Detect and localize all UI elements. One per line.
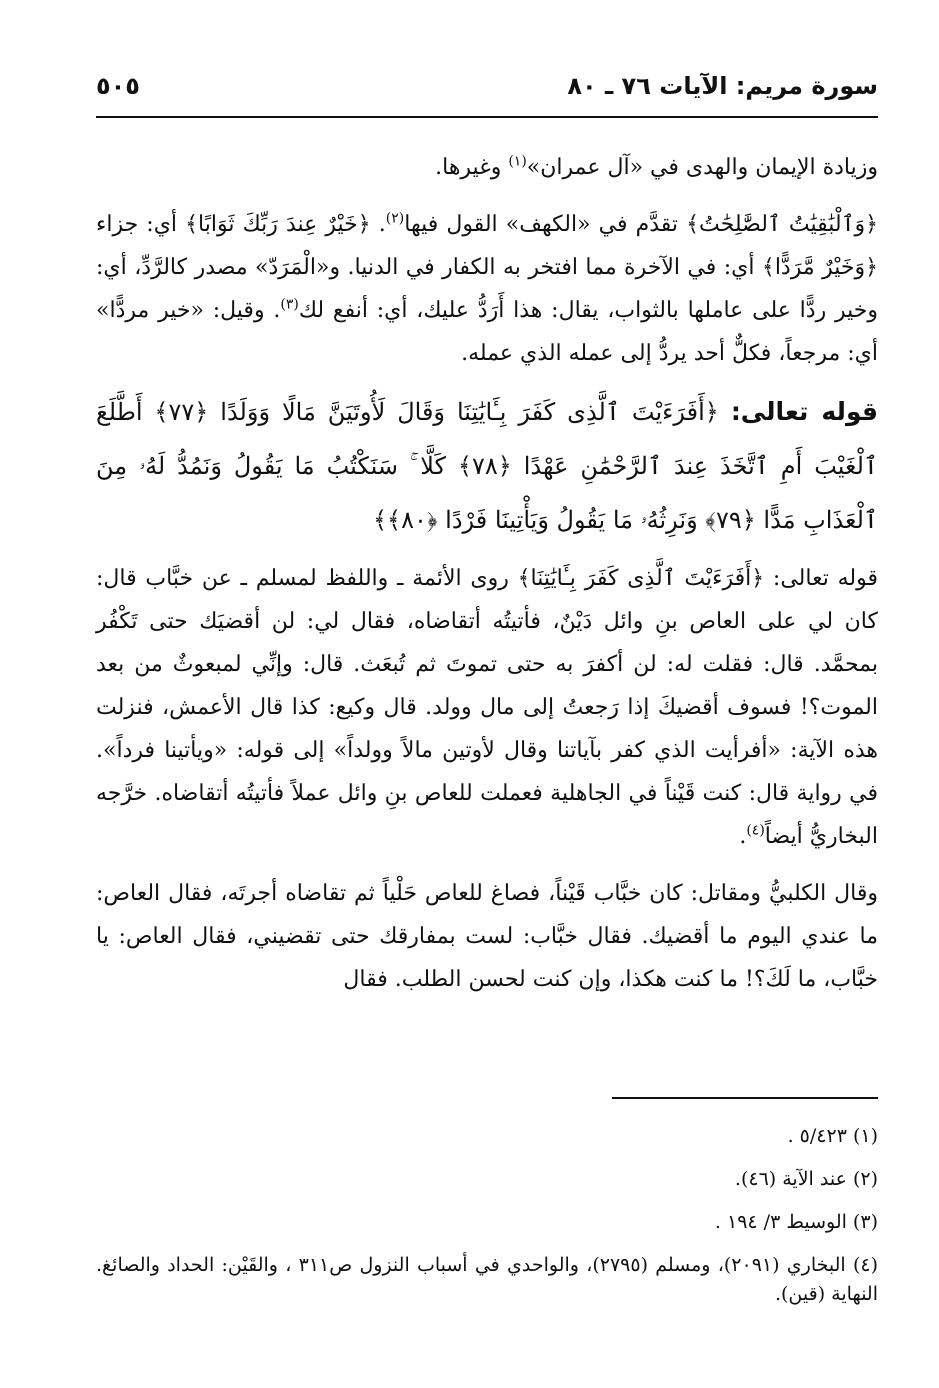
footnote-4: (٤) البخاري (٢٠٩١)، ومسلم (٢٧٩٥)، والواحدي في أسباب النزول ص٣١١ ، والقَيْن: الحداد والصائغ. النهاية (قين). [96, 1254, 879, 1305]
footnote-ref-4: (٤) [746, 822, 765, 839]
spacer [96, 858, 878, 872]
paragraph-1 [96, 146, 878, 189]
footnote-rule [612, 1097, 878, 1099]
footnote-1: (١) ٥/٤٢٣ . [787, 1125, 878, 1147]
paragraph-2-text-b: . ﴿خَيْرٌ عِندَ رَبِّكَ ثَوَابًا﴾ أي: جزاء ﴿وَخَيْرٌ مَّرَدًّا﴾ أي: في الآخرة مما افتخر به الكفار في الدنيا. و«الْمَرَدّ» مصدر كالرَّدِّ، أي: وخير ردًّا على عاملها بالثواب، يقال: هذا أَرَدُّ عليك، أي: أنفع لك [96, 212, 878, 323]
paragraph-1-text: وزيادة الإيمان والهدى في «آل عمران» [526, 155, 878, 180]
paragraph-3-text: قوله تعالى: ﴿أَفَرَءَيْتَ ٱلَّذِى كَفَرَ بِـَٔايَٰتِنَا﴾ روى الأئمة ـ واللفظ لمسلم ـ عن خبَّاب قال: كان لي على العاص بنِ وائل دَيْنٌ، فأتيتُه أتقاضاه، فقال لي: لن أقضيَك حتى تَكْفُر بمحمَّد. قال: فقلت له: لن أكفرَ به حتى تموتَ ثم تُبعَث. قال: وإنِّي لمبعوثٌ من بعد الموت؟! فسوف أقضيكَ إذا رَجعتُ إلى مال وولد. قال وكيع: كذا قال الأعمش، فنزلت هذه الآية: «أفرأيت الذي كفر بآياتنا وقال لأوتين مالاً وولداً» إلى قوله: «ويأتينا فرداً». في رواية قال: كنت قَيْناً في الجاهلية فعملت للعاص بنِ وائل عملاً فأتيتُه أتقاضاه. خرَّجه البخاريُّ أيضاً [96, 566, 878, 849]
footnote-ref-2: (٢) [385, 210, 405, 227]
verse-lead: قوله تعالى: [730, 397, 878, 426]
footnotes [96, 1122, 878, 1309]
spacer [96, 189, 878, 203]
footnote-ref-3: (٣) [280, 296, 299, 313]
verse-text: ﴿أَفَرَءَيْتَ ٱلَّذِى كَفَرَ بِـَٔايَٰتِنَا وَقَالَ لَأُوتَيَنَّ مَالًا وَوَلَدًا ﴿٧٧﴾ أَطَّلَعَ ٱلْغَيْبَ أَمِ ٱتَّخَذَ عِندَ ٱلرَّحْمَٰنِ عَهْدًا ﴿٧٨﴾ كَلَّا ۚ سَنَكْتُبُ مَا يَقُولُ وَنَمُدُّ لَهُۥ مِنَ ٱلْعَذَابِ مَدًّا ﴿٧٩﴾ وَنَرِثُهُۥ مَا يَقُولُ وَيَأْتِينَا فَرْدًا ﴿٨٠﴾﴾ [96, 398, 878, 534]
footnote-3: (٣) الوسيط ٣/ ١٩٤ . [714, 1211, 878, 1233]
footnote-2: (٢) عند الآية (٤٦). [734, 1168, 878, 1190]
footnote-ref-1: (١) [508, 153, 527, 170]
quran-verse-block [96, 385, 878, 547]
running-head: سورة مريم: الآيات ٧٦ ـ ٨٠ [567, 72, 878, 100]
paragraph-2-text: ﴿وَٱلْبَٰقِيَٰتُ ٱلصَّٰلِحَٰتُ﴾ تقدَّم في «الكهف» القول فيها [404, 212, 879, 237]
paragraph-2-text-c: . وقيل: «خير مردًّا» أي: مرجعاً، فكلٌّ أحد يردُّ إلى عمله الذي عمله. [96, 298, 878, 366]
header-rule [96, 116, 878, 118]
paragraph-3 [96, 557, 878, 858]
main-text [96, 146, 878, 1001]
paragraph-3-end: . [739, 824, 747, 849]
page-number: ٥٠٥ [96, 72, 140, 100]
page-header [96, 70, 878, 114]
paragraph-2 [96, 203, 878, 375]
paragraph-4: وقال الكلبيُّ ومقاتل: كان خبَّاب قَيْناً، فصاغ للعاص حَلْياً ثم تقاضاه أجرتَه، فقال العاص: ما عندي اليوم ما أقضيك. فقال خبَّاب: لست بمفارقك حتى تقضيني، فقال العاص: يا خبَّاب، ما لَكَ؟! ما كنت هكذا، وإن كنت لحسن الطلب. فقال [96, 881, 878, 992]
paragraph-1-end: وغيرها. [435, 155, 509, 180]
